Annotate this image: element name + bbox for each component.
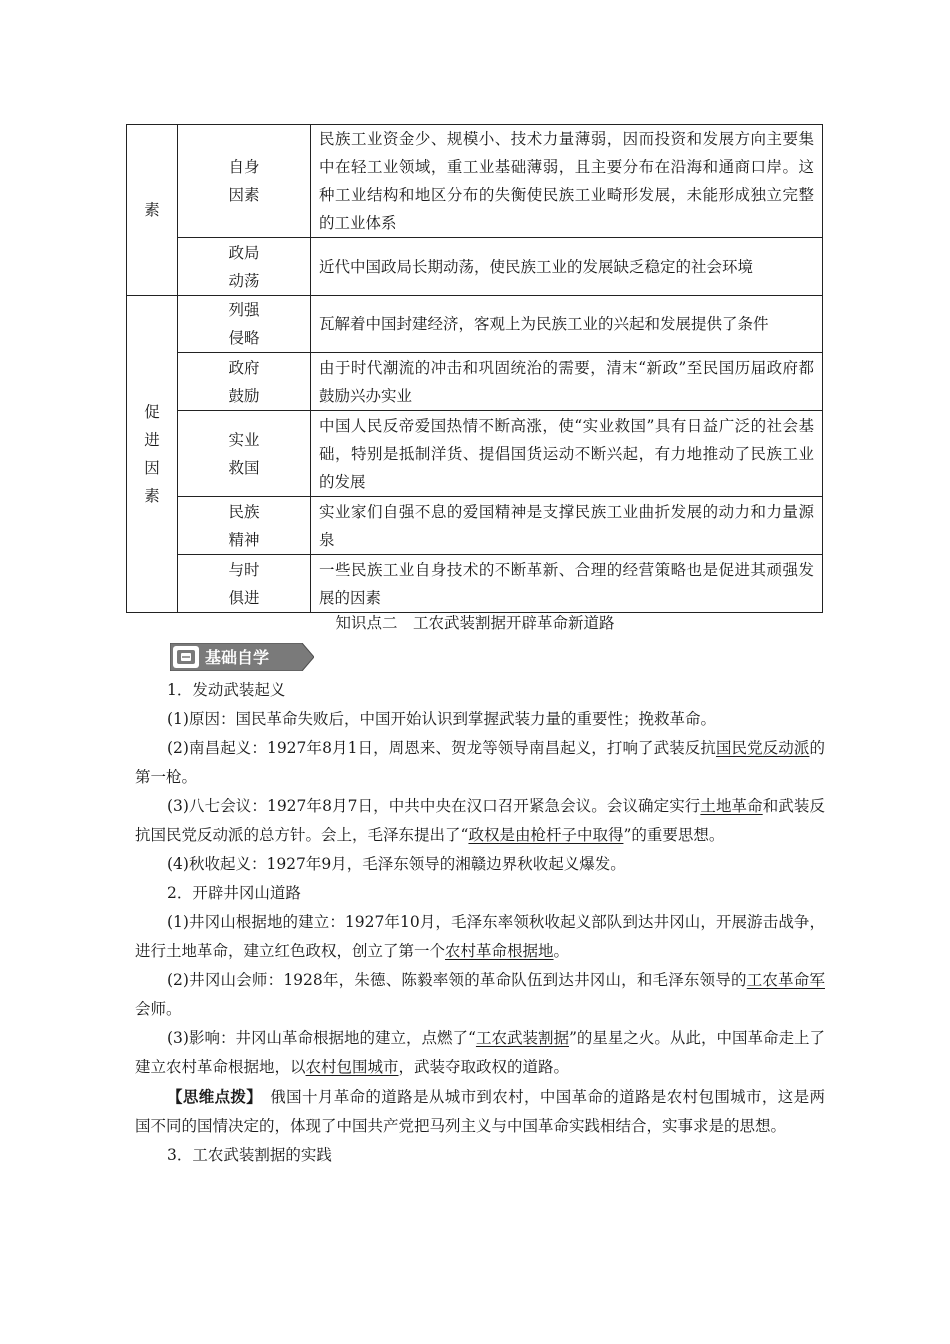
underlined-answer: 国民党反动派 — [715, 739, 810, 757]
underlined-answer: 农村包围城市 — [305, 1058, 399, 1076]
factor-name-cell — [178, 555, 311, 613]
text-span: (3)影响：井冈山革命根据地的建立，点燃了“ — [167, 1029, 476, 1047]
underlined-answer: 政权是由枪杆子中取得 — [468, 826, 624, 844]
factor-name-line2: 鼓励 — [228, 386, 260, 405]
book-icon — [173, 646, 199, 668]
thinking-tip-text: 俄国十月革命的道路是从城市到农村，中国革命的道路是农村包围城市，这是两国不同的国情决定的，体现了中国共产党把马列主义与中国革命实践相结合，实事求是的思想。 — [135, 1088, 825, 1135]
factor-name-line1: 实业 — [228, 430, 260, 449]
factor-name-line2: 精神 — [228, 530, 260, 549]
category-char: 因 — [144, 459, 160, 477]
banner-label: 基础自学 — [205, 648, 270, 667]
factor-name-line2: 俱进 — [228, 588, 260, 607]
section-title: 知识点二 工农武装割据开辟革命新道路 — [335, 614, 615, 632]
text-span: (3)八七会议：1927年8月7日，中共中央在汉口召开紧急会议。会议确定实行 — [167, 797, 701, 815]
paragraph-cause: (1)原因：国民革命失败后，中国开始认识到掌握武装力量的重要性；挽救革命。 — [167, 710, 716, 728]
factor-name-line1: 政府 — [228, 358, 260, 377]
category-label: 素 — [144, 201, 160, 219]
factor-name-cell — [178, 125, 311, 238]
factor-name-cell — [178, 411, 311, 497]
paragraph-jinggangshan-meeting — [135, 966, 825, 1024]
underlined-answer: 土地革命 — [700, 797, 763, 815]
table-row — [127, 555, 823, 613]
text-span: 。 — [553, 942, 570, 960]
table-row — [127, 411, 823, 497]
text-span: (2)南昌起义：1927年8月1日，周恩来、贺龙等领导南昌起义，打响了武装反抗 — [167, 739, 716, 757]
factor-desc-cell: 民族工业资金少、规模小、技术力量薄弱，因而投资和发展方向主要集中在轻工业领域，重工业基础薄弱，且主要分布在沿海和通商口岸。这种工业结构和地区分布的失衡使民族工业畸形发展，未能形成独立完整的工业体系 — [311, 125, 823, 238]
underlined-answer: 农村革命根据地 — [445, 942, 554, 960]
factor-name-line1: 列强 — [228, 301, 260, 319]
factor-name-line2: 救国 — [228, 458, 260, 477]
factor-name-cell — [178, 497, 311, 555]
heading-2: 2．开辟井冈山道路 — [167, 884, 301, 902]
factor-desc-cell: 实业家们自强不息的爱国精神是支撑民族工业曲折发展的动力和力量源泉 — [311, 497, 823, 555]
category-char: 进 — [144, 431, 160, 449]
underlined-answer: 工农革命军 — [746, 971, 825, 989]
heading-3: 3．工农武装割据的实践 — [167, 1146, 332, 1164]
table-row — [127, 296, 823, 353]
factor-desc-cell: 由于时代潮流的冲击和巩固统治的需要，清末“新政”至民国历届政府都鼓励兴办实业 — [311, 353, 823, 411]
category-cell — [127, 296, 178, 613]
factor-name-line1: 自身 — [228, 158, 260, 176]
underlined-answer: 工农武装割据 — [475, 1029, 569, 1047]
paragraph-autumn-harvest: (4)秋收起义：1927年9月，毛泽东领导的湘赣边界秋收起义爆发。 — [167, 855, 626, 873]
category-char: 素 — [144, 487, 160, 505]
category-char: 促 — [144, 403, 160, 421]
paragraph-nanchang — [135, 734, 825, 792]
paragraph-august7 — [135, 792, 825, 850]
factor-desc-cell: 一些民族工业自身技术的不断革新、合理的经营策略也是促进其顽强发展的因素 — [311, 555, 823, 613]
body-text — [135, 676, 825, 1170]
factor-desc-cell: 近代中国政局长期动荡，使民族工业的发展缺乏稳定的社会环境 — [311, 238, 823, 296]
table-row — [127, 497, 823, 555]
table-row — [127, 238, 823, 296]
factor-name-cell — [178, 238, 311, 296]
text-span: ，武装夺取政权的道路。 — [398, 1058, 570, 1076]
paragraph-influence — [135, 1024, 825, 1082]
category-cell — [127, 125, 178, 296]
table-row — [127, 125, 823, 238]
thinking-tip — [135, 1082, 825, 1141]
factor-name-line1: 民族 — [228, 502, 260, 521]
factors-table — [126, 124, 823, 613]
factor-desc-cell: 瓦解着中国封建经济，客观上为民族工业的兴起和发展提供了条件 — [311, 296, 823, 353]
factor-desc-cell: 中国人民反帝爱国热情不断高涨，使“实业救国”具有日益广泛的社会基础，特别是抵制洋货、提倡国货运动不断兴起，有力地推动了民族工业的发展 — [311, 411, 823, 497]
text-span: ”的星星之火。从此，中国革命走上了建立农村革命根据地，以 — [135, 1029, 825, 1076]
factor-name-line2: 侵略 — [228, 329, 260, 347]
text-span: ”的重要思想。 — [623, 826, 725, 844]
text-span: 的第一枪。 — [135, 739, 825, 786]
heading-1: 1．发动武装起义 — [167, 681, 286, 699]
basic-self-study-banner — [170, 643, 314, 671]
factor-name-line1: 政局 — [228, 243, 260, 262]
factor-name-cell — [178, 296, 311, 353]
text-span: (1)井冈山根据地的建立：1927年10月，毛泽东率领秋收起义部队到达井冈山，开展游击战争，进行土地革命，建立红色政权，创立了第一个 — [135, 913, 825, 960]
thinking-tip-label: 【思维点拨】 — [167, 1087, 255, 1106]
text-span: 会师。 — [135, 1000, 182, 1018]
paragraph-jinggangshan-base — [135, 908, 825, 966]
table-row — [127, 353, 823, 411]
factor-name-line2: 动荡 — [228, 271, 260, 290]
factor-name-cell — [178, 353, 311, 411]
factor-name-line1: 与时 — [228, 560, 260, 579]
text-span: (2)井冈山会师：1928年，朱德、陈毅率领的革命队伍到达井冈山，和毛泽东领导的 — [167, 971, 747, 989]
factor-name-line2: 因素 — [228, 186, 260, 204]
text-span: 和武装反抗国民党反动派的总方针。会上，毛泽东提出了“ — [135, 797, 825, 844]
